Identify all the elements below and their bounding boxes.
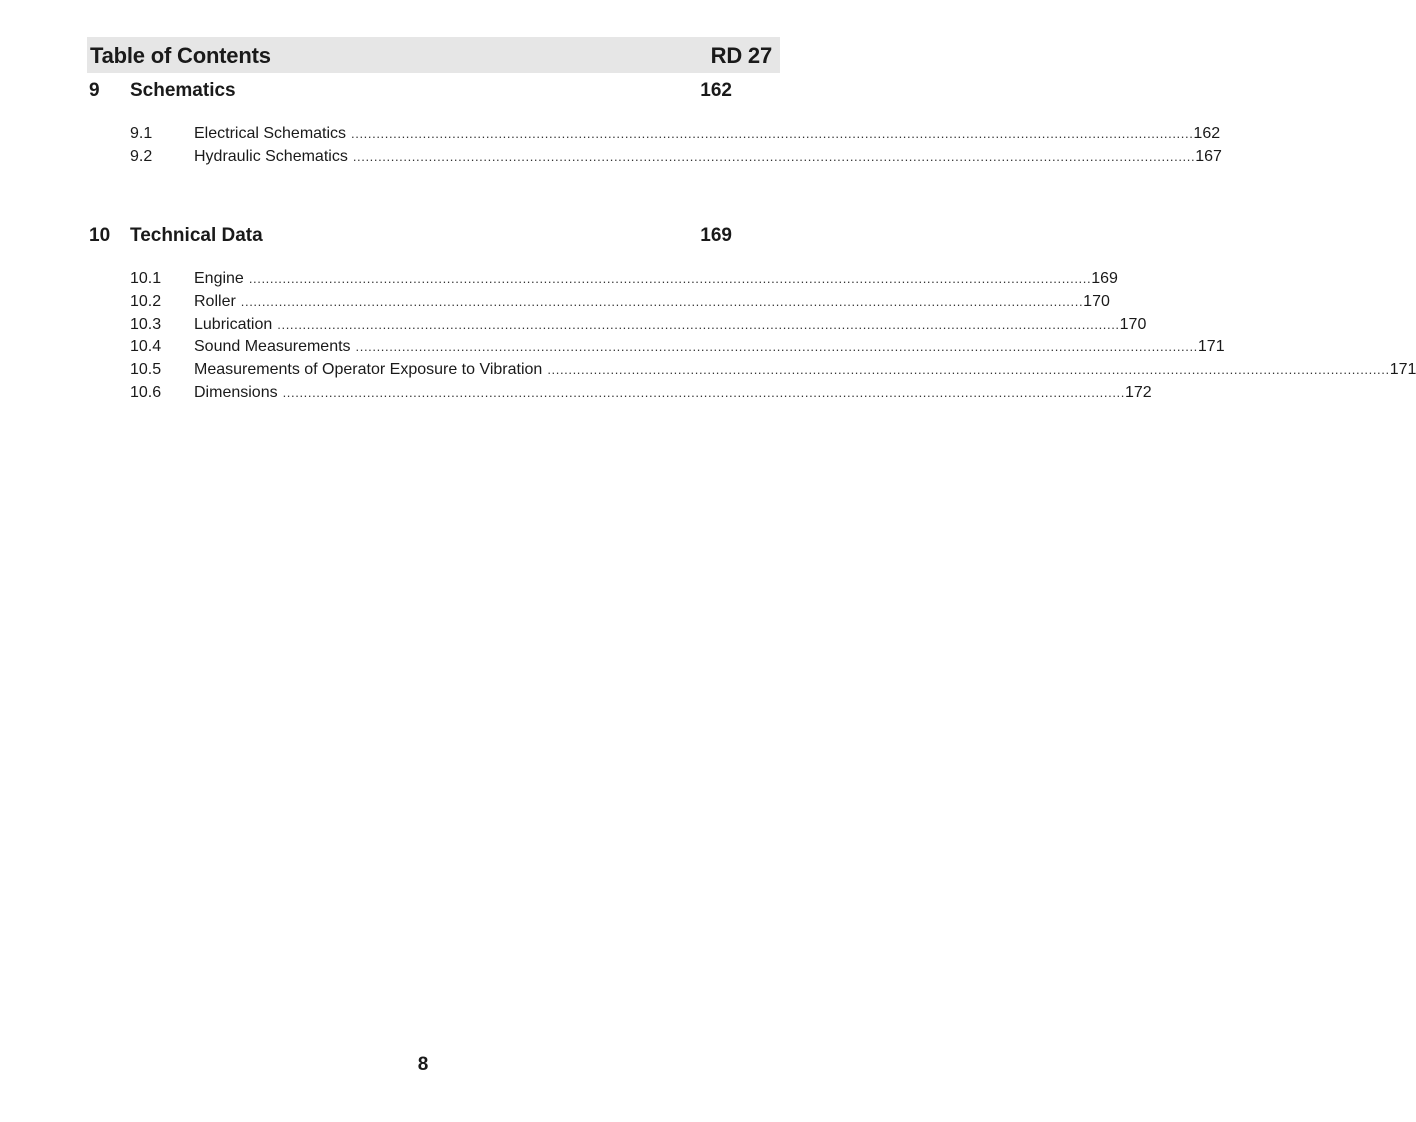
toc-entry[interactable] bbox=[130, 269, 1118, 292]
toc-entry-title: Measurements of Operator Exposure to Vibration bbox=[194, 361, 543, 379]
model-label: RD 27 bbox=[710, 43, 772, 68]
toc-entry[interactable] bbox=[130, 292, 1110, 315]
toc-entry-page: 172 bbox=[1124, 383, 1152, 401]
chapter-number: 9 bbox=[89, 80, 100, 101]
toc-entry-number: 9.2 bbox=[130, 147, 153, 165]
toc-entry-title: Lubrication bbox=[194, 315, 273, 333]
toc-entry-page: 170 bbox=[1083, 292, 1110, 310]
toc-entry[interactable] bbox=[130, 315, 1147, 338]
chapter-number: 10 bbox=[89, 225, 111, 246]
toc-entry-title: Electrical Schematics bbox=[194, 125, 347, 142]
toc-entry-list bbox=[130, 269, 1416, 406]
toc-entry-page: 170 bbox=[1119, 315, 1147, 333]
toc-entry-title: Hydraulic Schematics bbox=[194, 147, 348, 165]
toc-entry-number: 10.4 bbox=[130, 338, 162, 356]
toc-entry-number: 10.1 bbox=[130, 270, 162, 287]
toc-header-bar bbox=[87, 37, 780, 73]
toc-entry-title: Sound Measurements bbox=[194, 338, 351, 356]
toc-entry[interactable] bbox=[130, 147, 1222, 170]
toc-entry[interactable] bbox=[130, 337, 1225, 360]
toc-entry-title: Dimensions bbox=[194, 383, 278, 401]
chapter-page: 169 bbox=[700, 225, 732, 246]
toc-entry[interactable] bbox=[130, 124, 1221, 147]
dot-leader: ........................................................................................................................................................................................................ bbox=[277, 316, 1120, 332]
toc-entry-title: Roller bbox=[194, 292, 236, 310]
toc-entry-number: 10.6 bbox=[130, 383, 162, 401]
toc-entry-title: Engine bbox=[194, 270, 244, 287]
toc-entry-page: 167 bbox=[1195, 147, 1222, 165]
chapter-page: 162 bbox=[700, 80, 732, 101]
toc-entry-number: 10.2 bbox=[130, 292, 162, 310]
dot-leader: ........................................................................................................................................................................................................ bbox=[547, 362, 1390, 378]
toc-entry-page: 169 bbox=[1091, 270, 1118, 287]
chapter-section bbox=[89, 225, 1416, 401]
toc-entry-number: 10.5 bbox=[130, 361, 162, 379]
chapter-heading[interactable] bbox=[89, 225, 732, 251]
page-title: Table of Contents bbox=[90, 43, 271, 68]
chapter-title: Technical Data bbox=[130, 225, 263, 246]
dot-leader: ........................................................................................................................................................................................................ bbox=[352, 148, 1196, 164]
toc-entry-page: 171 bbox=[1389, 361, 1416, 379]
toc-entry[interactable] bbox=[130, 360, 1416, 383]
toc-entry-number: 10.3 bbox=[130, 315, 162, 333]
toc-entry-list bbox=[130, 124, 1222, 170]
toc-entry-page: 162 bbox=[1193, 125, 1221, 142]
chapter-heading[interactable] bbox=[89, 80, 732, 106]
toc-entry-page: 171 bbox=[1197, 338, 1225, 356]
dot-leader: ........................................................................................................................................................................................................ bbox=[351, 126, 1194, 141]
dot-leader: ........................................................................................................................................................................................................ bbox=[282, 384, 1125, 400]
dot-leader: ........................................................................................................................................................................................................ bbox=[240, 293, 1084, 309]
dot-leader: ........................................................................................................................................................................................................ bbox=[355, 339, 1198, 355]
dot-leader: ........................................................................................................................................................................................................ bbox=[248, 271, 1092, 286]
toc-entry[interactable] bbox=[130, 383, 1152, 406]
toc-entry-number: 9.1 bbox=[130, 125, 153, 142]
chapter-section bbox=[89, 80, 1222, 165]
chapter-title: Schematics bbox=[130, 80, 236, 101]
page-number: 8 bbox=[417, 1054, 429, 1075]
